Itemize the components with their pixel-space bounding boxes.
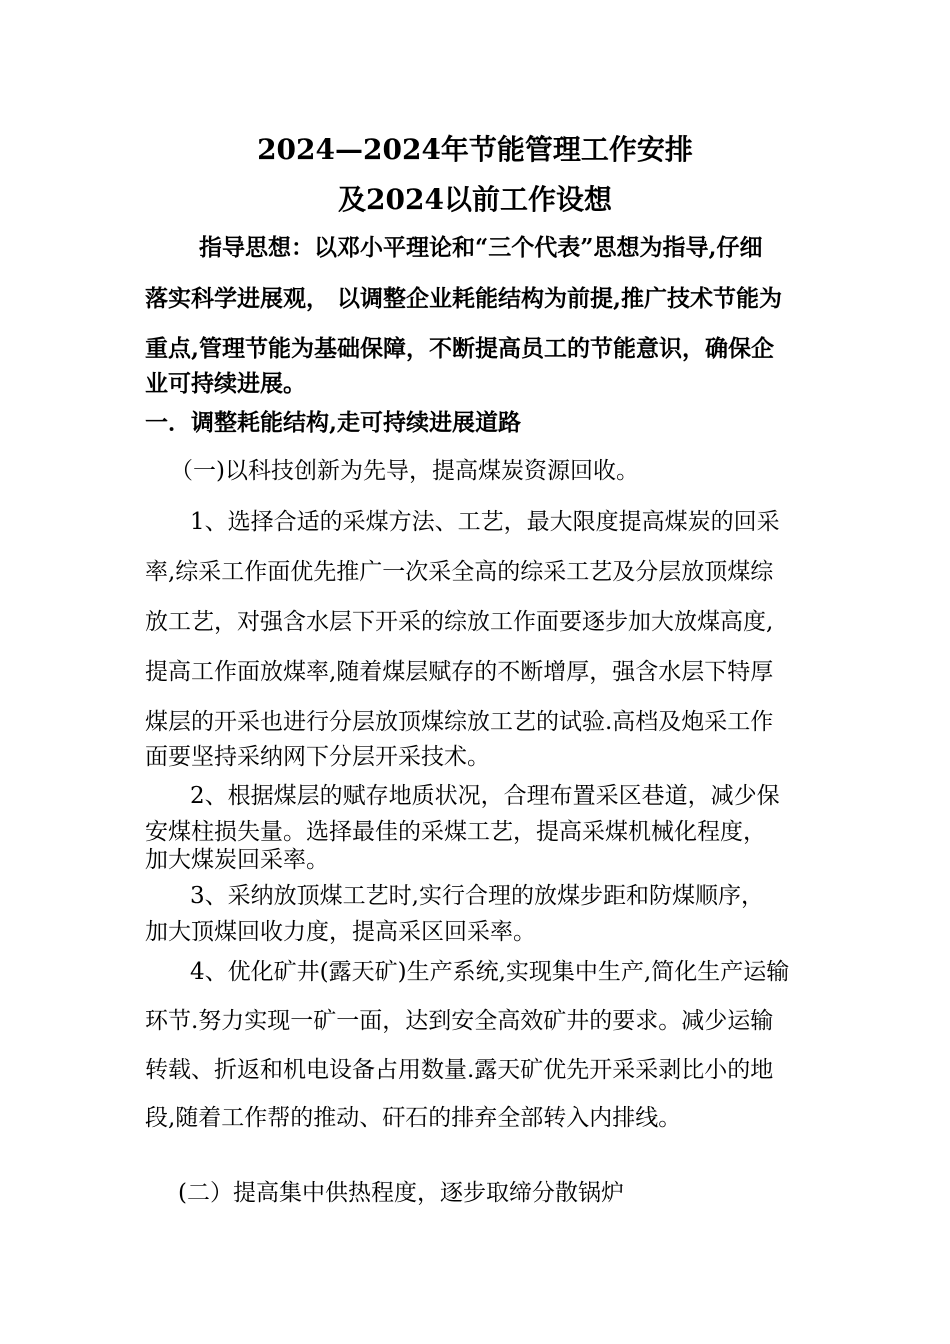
section-1-heading: 一．调整耗能结构,走可持续进展道路 <box>145 409 522 436</box>
paragraph-line: 加大顶煤回收力度，提高采区回采率。 <box>145 919 536 945</box>
guiding-line: 落实科学进展观， 以调整企业耗能结构为前提,推广技术节能为 <box>145 285 783 312</box>
subsection-2-heading: (二）提高集中供热程度，逐步取缔分散锅炉 <box>178 1180 624 1206</box>
paragraph-line: 1、选择合适的采煤方法、工艺，最大限度提高煤炭的回采 <box>190 509 780 535</box>
paragraph-line: 率,综采工作面优先推广一次采全高的综采工艺及分层放顶煤综 <box>145 559 774 585</box>
paragraph-line: 煤层的开采也进行分层放顶煤综放工艺的试验.高档及炮采工作 <box>145 709 774 735</box>
paragraph-line: 4、优化矿井(露天矿)生产系统,实现集中生产,简化生产运输 <box>190 959 790 985</box>
paragraph-line: 提高工作面放煤率,随着煤层赋存的不断增厚，强含水层下特厚 <box>145 659 774 685</box>
subsection-1-heading: （一)以科技创新为先导，提高煤炭资源回收。 <box>170 458 639 484</box>
guiding-line: 指导思想：以邓小平理论和“三个代表”思想为指导,仔细 <box>199 234 763 261</box>
document-title-line-1: 2024—2024年节能管理工作安排 <box>257 133 693 166</box>
paragraph-line: 加大煤炭回采率。 <box>145 847 329 873</box>
paragraph-line: 放工艺，对强含水层下开采的综放工作面要逐步加大放煤高度, <box>145 609 774 635</box>
paragraph-line: 面要坚持采纳网下分层开采技术。 <box>145 744 490 770</box>
guiding-line: 重点,管理节能为基础保障，不断提高员工的节能意识，确保企 <box>145 335 775 362</box>
paragraph-line: 环节.努力实现一矿一面，达到安全高效矿井的要求。减少运输 <box>145 1008 774 1034</box>
paragraph-line: 3、采纳放顶煤工艺时,实行合理的放煤步距和防煤顺序， <box>190 883 764 909</box>
guiding-line: 业可持续进展。 <box>145 370 306 397</box>
paragraph-line: 转载、折返和机电设备占用数量.露天矿优先开采采剥比小的地 <box>145 1057 774 1083</box>
document-title-line-2: 及2024以前工作设想 <box>338 183 612 216</box>
paragraph-line: 2、根据煤层的赋存地质状况，合理布置采区巷道，减少保 <box>190 783 780 809</box>
paragraph-line: 安煤柱损失量。选择最佳的采煤工艺，提高采煤机械化程度， <box>145 819 766 845</box>
paragraph-line: 段,随着工作帮的推动、矸石的排弃全部转入内排线。 <box>145 1105 682 1131</box>
